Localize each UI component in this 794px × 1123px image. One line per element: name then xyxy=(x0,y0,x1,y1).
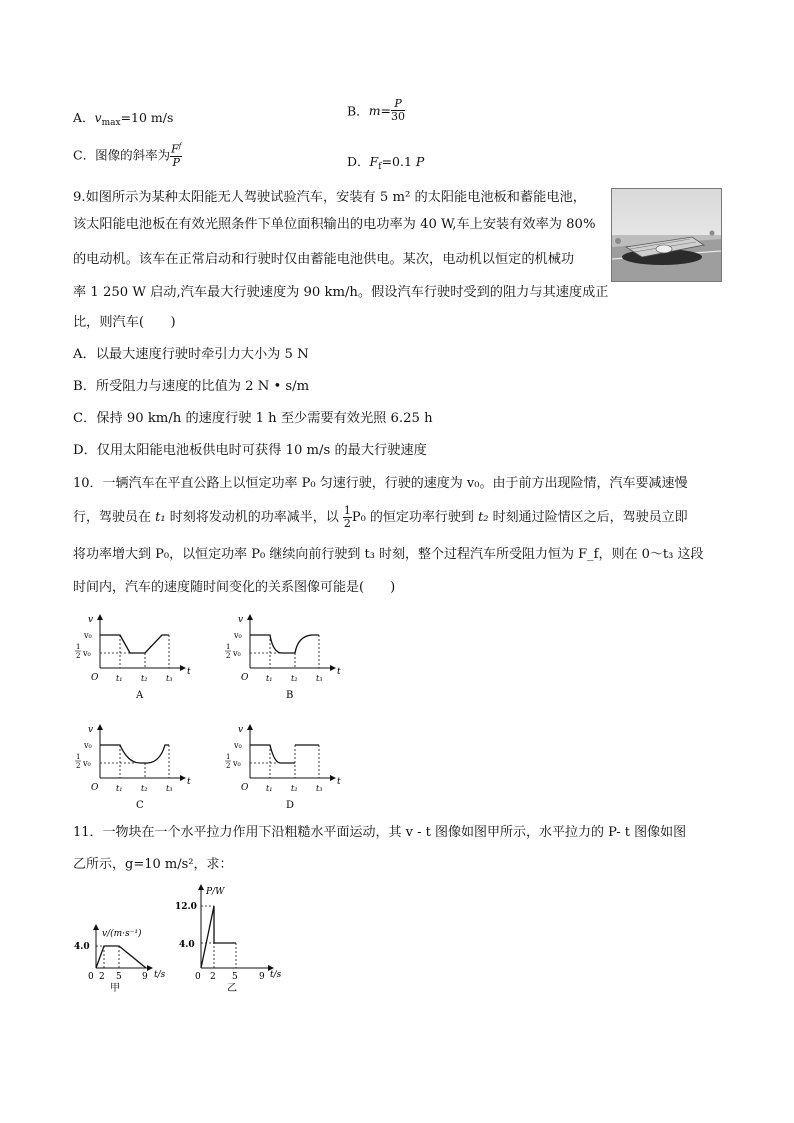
q8-option-c: C．图像的斜率为 $\frac{F^f}{P}$ xyxy=(73,142,182,169)
graph-d xyxy=(225,725,341,810)
svg-text:12.0: 12.0 xyxy=(175,902,197,912)
svg-text:1: 1 xyxy=(76,643,81,651)
svg-text:t₁: t₁ xyxy=(116,674,123,683)
svg-text:t: t xyxy=(187,667,191,677)
svg-text:O: O xyxy=(241,673,249,683)
svg-text:v₀: v₀ xyxy=(83,649,91,658)
svg-text:t₃: t₃ xyxy=(166,674,173,683)
svg-text:v₀: v₀ xyxy=(233,649,241,658)
svg-text:t/s: t/s xyxy=(154,970,166,980)
graph-a-caption: A xyxy=(136,690,144,701)
graph-a xyxy=(75,615,191,701)
graph-b xyxy=(225,615,341,701)
q11-line-2: 乙所示，g=10 m/s²，求： xyxy=(73,857,233,872)
solar-car-photo xyxy=(611,188,722,282)
svg-text:t₁: t₁ xyxy=(266,784,273,793)
jia-caption: 甲 xyxy=(110,983,120,994)
svg-text:O: O xyxy=(241,783,249,793)
graph-a-v0: v₀ xyxy=(84,631,92,640)
svg-text:5: 5 xyxy=(116,972,122,982)
q9-line-2: 该太阳能电池板在有效光照条件下单位面积输出的电功率为 40 W,车上安装有效率为 80% xyxy=(73,217,596,232)
graph-d-caption: D xyxy=(286,800,295,810)
svg-text:v₀: v₀ xyxy=(84,741,92,750)
q10-graphs xyxy=(70,610,360,810)
svg-text:5: 5 xyxy=(232,972,238,982)
svg-text:9: 9 xyxy=(142,972,148,982)
svg-text:2: 2 xyxy=(99,972,105,982)
svg-text:t: t xyxy=(337,777,341,787)
q9-option-b: B．所受阻力与速度的比值为 2 N • s/m xyxy=(73,379,310,394)
svg-text:1: 1 xyxy=(76,753,81,761)
graph-yi xyxy=(175,885,282,994)
svg-text:2: 2 xyxy=(226,762,231,770)
svg-text:v₀: v₀ xyxy=(83,759,91,768)
svg-text:4.0: 4.0 xyxy=(74,942,90,952)
yi-ylabel: P/W xyxy=(206,887,225,897)
svg-text:t₃: t₃ xyxy=(316,674,323,683)
svg-text:O: O xyxy=(91,783,99,793)
q8-option-d: D．$F_f=0.1$ P xyxy=(347,154,425,172)
jia-ylabel: v/(m·s⁻¹) xyxy=(102,929,142,939)
graph-c xyxy=(75,725,191,810)
svg-text:1: 1 xyxy=(226,643,231,651)
q9-line-5: 比，则汽车( ) xyxy=(73,315,176,330)
svg-text:2: 2 xyxy=(226,652,231,660)
svg-text:9: 9 xyxy=(259,972,265,982)
svg-text:2: 2 xyxy=(210,972,216,982)
q8-option-a: A．$v_{max}=10$ m/s xyxy=(73,110,174,128)
svg-text:0: 0 xyxy=(195,972,201,982)
svg-text:v₀: v₀ xyxy=(233,759,241,768)
svg-text:t₂: t₂ xyxy=(291,674,298,683)
q9-line-3: 的电动机。该车在正常启动和行驶时仅由蓄能电池供电。某次，电动机以恒定的机械功 xyxy=(73,252,575,267)
q9-option-a: A．以最大速度行驶时牵引力大小为 5 N xyxy=(73,347,309,362)
svg-text:t₂: t₂ xyxy=(141,674,148,683)
graph-a-ylabel: v xyxy=(88,615,94,625)
q10-line-2: 行，驾驶员在 t₁ 时刻将发动机的功率减半，以 $\frac{1}{2}$ P₀ 的恒定功率行驶到 t₂ 时刻通过险情区之后，驾驶员立即 xyxy=(73,504,688,530)
svg-text:2: 2 xyxy=(76,762,81,770)
q11-graphs xyxy=(70,880,300,995)
svg-text:2: 2 xyxy=(76,652,81,660)
yi-caption: 乙 xyxy=(227,983,237,994)
q9-option-d: D．仅用太阳能电池板供电时可获得 10 m/s 的最大行驶速度 xyxy=(73,443,427,458)
graph-c-caption: C xyxy=(136,800,144,810)
svg-text:t₂: t₂ xyxy=(141,784,148,793)
svg-text:t/s: t/s xyxy=(270,970,282,980)
svg-text:t₃: t₃ xyxy=(166,784,173,793)
svg-text:v: v xyxy=(88,725,94,735)
svg-text:0: 0 xyxy=(88,972,94,982)
graph-jia xyxy=(74,925,166,994)
svg-text:O: O xyxy=(91,673,99,683)
svg-text:t₂: t₂ xyxy=(291,784,298,793)
q10-line-4: 时间内，汽车的速度随时间变化的关系图像可能是( ) xyxy=(73,580,396,595)
graph-b-caption: B xyxy=(286,690,294,701)
q10-line-1: 10．一辆汽车在平直公路上以恒定功率 P₀ 匀速行驶，行驶的速度为 v₀。由于前方出现险情，汽车要减速慢 xyxy=(73,476,688,491)
q8-option-b: B．m= $\frac{P}{30}$ xyxy=(347,97,406,123)
q11-line-1: 11．一物块在一个水平拉力作用下沿粗糙水平面运动，其 v - t 图像如图甲所示，水平拉力的 P- t 图像如图 xyxy=(73,825,687,840)
svg-text:v₀: v₀ xyxy=(234,631,242,640)
svg-text:t₃: t₃ xyxy=(316,784,323,793)
svg-text:v₀: v₀ xyxy=(234,741,242,750)
q9-line-4: 率 1 250 W 启动,汽车最大行驶速度为 90 km/h。假设汽车行驶时受到的阻力与其速度成正 xyxy=(73,285,609,300)
svg-text:4.0: 4.0 xyxy=(179,940,195,950)
svg-text:t: t xyxy=(187,777,191,787)
svg-text:t₁: t₁ xyxy=(116,784,123,793)
svg-text:v: v xyxy=(238,725,244,735)
svg-text:t: t xyxy=(337,667,341,677)
svg-text:v: v xyxy=(238,615,244,625)
q10-line-3: 将功率增大到 P₀，以恒定功率 P₀ 继续向前行驶到 t₃ 时刻，整个过程汽车所受阻力恒为 F_f，则在 0～t₃ 这段 xyxy=(73,547,704,562)
svg-text:t₁: t₁ xyxy=(266,674,273,683)
q9-line-1: 9.如图所示为某种太阳能无人驾驶试验汽车，安装有 5 m² 的太阳能电池板和蓄能电池， xyxy=(73,190,586,205)
q9-option-c: C．保持 90 km/h 的速度行驶 1 h 至少需要有效光照 6.25 h xyxy=(73,411,433,426)
svg-text:1: 1 xyxy=(226,753,231,761)
